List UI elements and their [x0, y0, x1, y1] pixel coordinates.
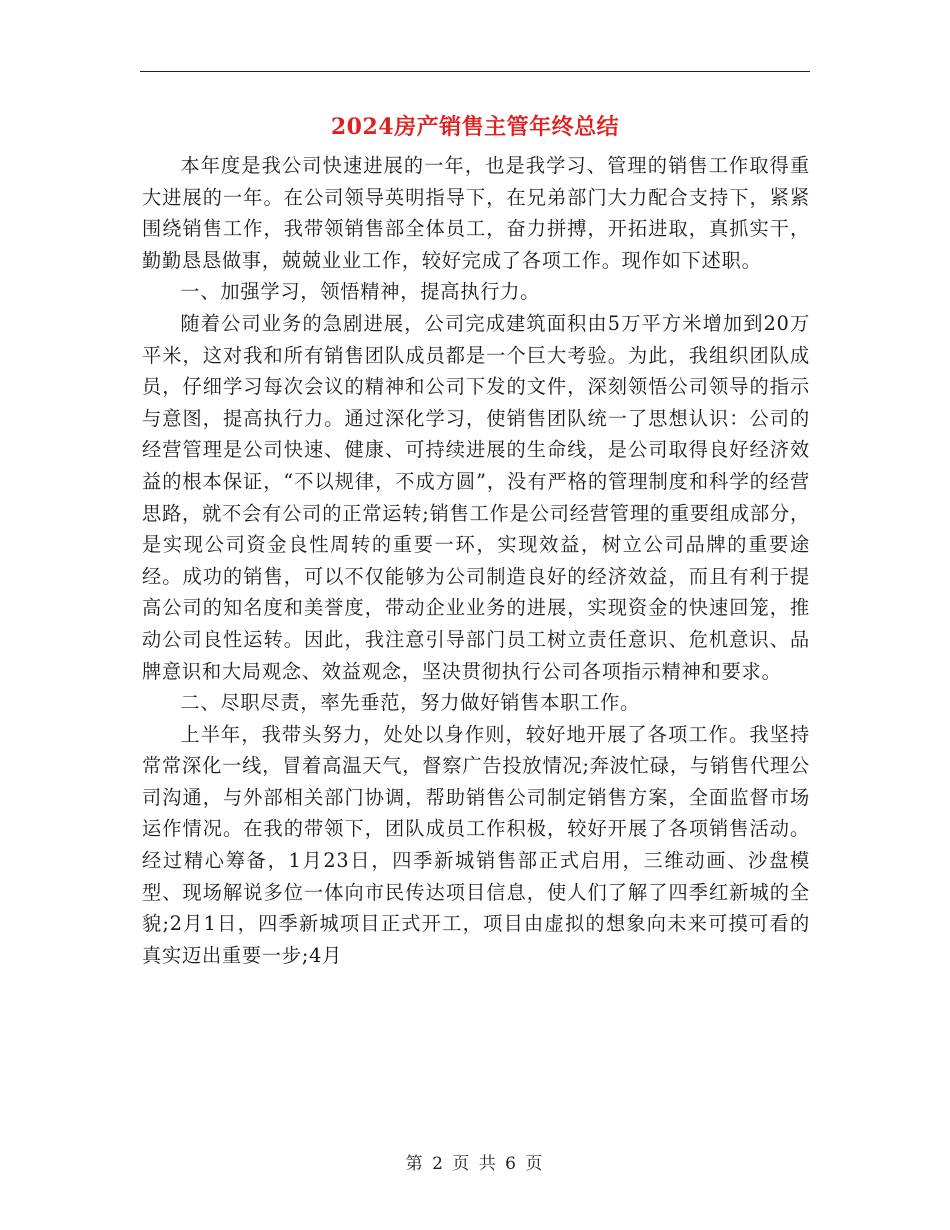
- page-footer: 第 2 页 共 6 页: [405, 1154, 545, 1174]
- section-heading-2: 二、尽职尽责，率先垂范，努力做好销售本职工作。: [180, 691, 641, 715]
- paragraph-intro: 本年度是我公司快速进展的一年，也是我学习、管理的销售工作取得重大进展的一年。在公司领导英明指导下，在兄弟部门大力配合支持下，紧紧围绕销售工作，我带领销售部全体员工，奋力拼搏，开拓进取，真抓实干，勤勤恳恳做事，兢兢业业工作，较好完成了各项工作。现作如下述职。: [142, 154, 810, 272]
- paragraph-section-1: 随着公司业务的急剧进展，公司完成建筑面积由5万平方米增加到20万平米，这对我和所有销售团队成员都是一个巨大考验。为此，我组织团队成员，仔细学习每次会议的精神和公司下发的文件，深刻领悟公司领导的指示与意图，提高执行力。通过深化学习，使销售团队统一了思想认识：公司的经营管理是公司快速、健康、可持续进展的生命线，是公司取得良好经济效益的根本保证，“不以规律，不成方圆”，没有严格的管理制度和科学的经营思路，就不会有公司的正常运转;销售工作是公司经营管理的重要组成部分，是实现公司资金良性周转的重要一环，实现效益，树立公司品牌的重要途经。成功的销售，可以不仅能够为公司制造良好的经济效益，而且有利于提高公司的知名度和美誉度，带动企业业务的进展，实现资金的快速回笼，推动公司良性运转。因此，我注意引导部门员工树立责任意识、危机意识、品牌意识和大局观念、效益观念，坚决贯彻执行公司各项指示精神和要求。: [142, 311, 810, 683]
- paragraph-section-2: 上半年，我带头努力，处处以身作则，较好地开展了各项工作。我坚持常常深化一线，冒着高温天气，督察广告投放情况;奔波忙碌，与销售代理公司沟通，与外部相关部门协调，帮助销售公司制定销售方案，全面监督市场运作情况。在我的带领下，团队成员工作积极，较好开展了各项销售活动。经过精心筹备，1月23日，四季新城销售部正式启用，三维动画、沙盘模型、现场解说多位一体向市民传达项目信息，使人们了解了四季红新城的全貌;2月1日，四季新城项目正式开工，项目由虚拟的想象向未来可摸可看的真实迈出重要一步;4月: [142, 722, 810, 967]
- document-title: 2024房产销售主管年终总结: [330, 114, 620, 140]
- header-rule: [140, 71, 810, 72]
- section-heading-1: 一、加强学习，领悟精神，提高执行力。: [180, 280, 541, 304]
- document-body: [142, 150, 810, 971]
